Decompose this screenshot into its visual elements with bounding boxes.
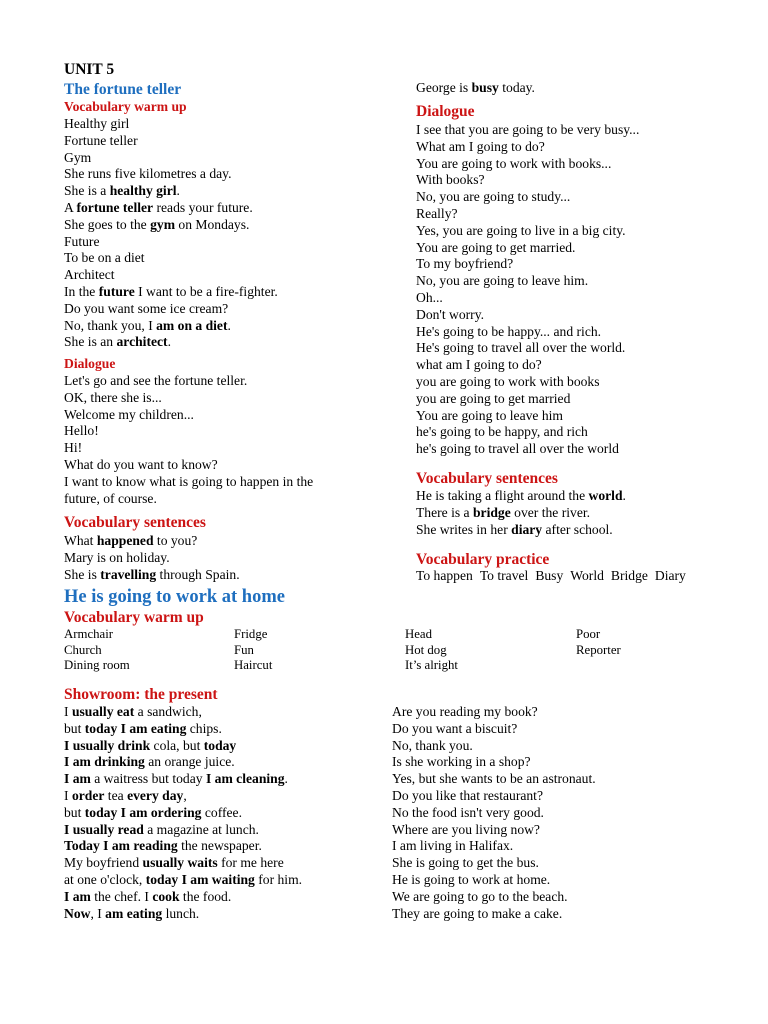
- vocab-sentences-list: [64, 533, 240, 583]
- text-line: [392, 855, 596, 872]
- text: I want to be a fire-fighter.: [134, 283, 278, 299]
- text-line: [416, 324, 639, 341]
- text-line: [64, 822, 302, 839]
- text-line: [64, 754, 302, 771]
- text-line: [64, 407, 313, 424]
- text-line: [416, 340, 639, 357]
- text: the newspaper.: [177, 838, 262, 854]
- text: You are going to work with books...: [416, 155, 612, 171]
- bold-text: diary: [511, 521, 543, 537]
- vocab-word: Poor: [576, 627, 601, 641]
- warmup-heading: Vocabulary warm up: [64, 99, 187, 114]
- text-line: [64, 550, 240, 567]
- vocab-word: It’s alright: [405, 658, 458, 672]
- text-line: [64, 533, 240, 550]
- text-line: [64, 838, 302, 855]
- vocab-word: Haircut: [234, 658, 273, 672]
- text: he's going to travel all over the world: [416, 441, 619, 457]
- text: coffee.: [201, 804, 242, 820]
- text-line: [392, 704, 596, 721]
- text: Don't worry.: [416, 306, 485, 322]
- text: We are going to go to the beach.: [392, 888, 568, 904]
- vocab-word: Reporter: [576, 642, 621, 657]
- practice-word: To happen: [416, 568, 473, 583]
- text: .: [176, 183, 180, 199]
- practice-word: World: [570, 568, 604, 583]
- text-line: [64, 183, 278, 200]
- text-line: [64, 334, 278, 351]
- text-line: [416, 240, 639, 257]
- text: tea: [104, 787, 128, 803]
- text: To my boyfriend?: [416, 256, 514, 272]
- bold-text: today: [84, 720, 118, 736]
- text-line: [416, 307, 639, 324]
- vocab-word: Head: [405, 627, 432, 641]
- text-line: [64, 301, 278, 318]
- text-line: [64, 721, 302, 738]
- vocab-practice-heading: Vocabulary practice: [416, 551, 550, 568]
- bold-text: order: [71, 787, 105, 803]
- text: Mary is on holiday.: [64, 549, 170, 565]
- bold-text: every day: [127, 787, 184, 803]
- text: .: [622, 488, 626, 503]
- text-line: [416, 374, 639, 391]
- text: Yes, but she wants to be an astronaut.: [392, 771, 596, 787]
- vocab-word: Dining room: [64, 658, 130, 672]
- practice-word: To travel: [479, 568, 529, 583]
- text: To be on a diet: [64, 250, 145, 266]
- text: over the river.: [510, 504, 591, 520]
- text: No, you are going to study...: [416, 189, 571, 205]
- text: OK, there she is...: [64, 389, 162, 405]
- text-line: [64, 567, 240, 584]
- text: Hello!: [64, 423, 99, 439]
- warmup2-grid: [64, 627, 744, 677]
- text: Gym: [64, 149, 92, 165]
- text-line: [64, 150, 278, 167]
- text: you are going to work with books: [416, 373, 600, 389]
- text: Oh...: [416, 289, 443, 305]
- text: No the food isn't very good.: [392, 804, 544, 820]
- text: Really?: [416, 205, 458, 221]
- text-line: [416, 424, 639, 441]
- text: She goes to the: [64, 216, 151, 232]
- text: to you?: [153, 533, 198, 548]
- warmup2-heading: Vocabulary warm up: [64, 609, 204, 626]
- text: on Mondays.: [175, 216, 250, 232]
- showroom-left-list: [64, 704, 302, 922]
- text: With books?: [416, 172, 485, 188]
- text-line: [416, 156, 639, 173]
- unit-label: UNIT 5: [64, 61, 115, 78]
- vocab-sentences2-heading: Vocabulary sentences: [416, 470, 558, 487]
- text: No, you are going to leave him.: [416, 273, 589, 289]
- text: Are you reading my book?: [392, 704, 538, 719]
- text: She is going to get the bus.: [392, 855, 539, 871]
- text-line: [64, 855, 302, 872]
- bold-text: world: [588, 488, 623, 503]
- bold-text: today I am waiting: [145, 871, 255, 887]
- text: reads your future.: [153, 199, 253, 215]
- text-line: [416, 290, 639, 307]
- text-line: [64, 390, 313, 407]
- text-line: [64, 250, 278, 267]
- text-line: [392, 872, 596, 889]
- text: Is she working in a shop?: [392, 754, 531, 770]
- text: but: [64, 720, 85, 736]
- text-line: [416, 357, 639, 374]
- text: She writes in her: [416, 521, 512, 537]
- text-line: [64, 440, 313, 457]
- text-line: [64, 373, 313, 390]
- text-line: [64, 423, 313, 440]
- text-line: [416, 505, 626, 522]
- text-line: [64, 284, 278, 301]
- text: a magazine at lunch.: [143, 821, 259, 837]
- text: Do you want a biscuit?: [392, 720, 518, 736]
- text: an orange juice.: [144, 754, 235, 770]
- text-line: [64, 788, 302, 805]
- text: My boyfriend: [64, 855, 143, 871]
- text-line: [64, 234, 278, 251]
- text: you are going to get married: [416, 390, 571, 406]
- text-line: [392, 738, 596, 755]
- text: What: [64, 533, 97, 548]
- text-line: [416, 223, 639, 240]
- vocab-word: Hot dog: [405, 642, 447, 657]
- text-line: [392, 838, 596, 855]
- vocab-sentences2-list: [416, 488, 626, 538]
- text-line: [416, 122, 639, 139]
- text: What do you want to know?: [64, 456, 218, 472]
- section-title: He is going to work at home: [64, 587, 285, 607]
- dialogue-list: [64, 373, 313, 507]
- bold-text: I am: [64, 888, 91, 904]
- text-line: [392, 822, 596, 839]
- text: Let's go and see the fortune teller.: [64, 373, 248, 388]
- text: Yes, you are going to live in a big city.: [416, 222, 626, 238]
- lesson-title: The fortune teller: [64, 81, 182, 98]
- text-line: [64, 217, 278, 234]
- bold-text: I am cleaning: [205, 771, 285, 787]
- practice-word: Bridge: [610, 568, 648, 583]
- text: future, of course.: [64, 490, 157, 506]
- bold-text: usually eat: [71, 704, 135, 719]
- text: Do you like that restaurant?: [392, 787, 543, 803]
- bold-text: busy: [471, 80, 499, 95]
- text: No, thank you.: [392, 737, 473, 753]
- text-line: [392, 788, 596, 805]
- text: but: [64, 804, 85, 820]
- bold-text: fortune teller: [76, 199, 154, 215]
- text: .: [227, 317, 231, 333]
- bold-text: I am: [64, 771, 91, 787]
- text: lunch.: [162, 905, 200, 921]
- text: You are going to leave him: [416, 407, 563, 423]
- text-line: [392, 906, 596, 923]
- bold-text: travelling: [100, 566, 157, 582]
- text: Fortune teller: [64, 132, 138, 148]
- text: .: [167, 334, 171, 350]
- text-line: [64, 200, 278, 217]
- bold-text: I usually read: [64, 821, 144, 837]
- text-line: [416, 408, 639, 425]
- text-line: [416, 80, 535, 97]
- bold-text: today: [203, 737, 237, 753]
- bold-text: bridge: [473, 504, 511, 520]
- text: the food.: [179, 888, 232, 904]
- vocab-word: Armchair: [64, 627, 114, 641]
- text: a waitress but today: [90, 771, 206, 787]
- text: He's going to be happy... and rich.: [416, 323, 602, 339]
- text: Architect: [64, 267, 115, 283]
- bold-text: today I am ordering: [84, 804, 202, 820]
- bold-text: usually waits: [142, 855, 218, 871]
- bold-text: healthy girl: [109, 183, 177, 199]
- text: In the: [64, 283, 99, 299]
- text: They are going to make a cake.: [392, 905, 563, 921]
- vocab-column: [405, 627, 555, 674]
- text: She is an: [64, 334, 117, 350]
- text-line: [64, 474, 313, 491]
- text: through Spain.: [156, 566, 240, 582]
- text: he's going to be happy, and rich: [416, 424, 588, 440]
- text: Do you want some ice cream?: [64, 300, 229, 316]
- vocab-sentences-heading: Vocabulary sentences: [64, 514, 206, 531]
- vocab-word: Fridge: [234, 627, 268, 641]
- text-line: [64, 318, 278, 335]
- bold-text: I am drinking: [64, 754, 145, 770]
- text: a sandwich,: [134, 704, 202, 719]
- text: cola, but: [150, 737, 204, 753]
- vocab-column: [64, 627, 214, 674]
- text-line: [416, 522, 626, 539]
- showroom-right-list: [392, 704, 596, 922]
- bold-text: gym: [150, 216, 176, 232]
- text-line: [416, 206, 639, 223]
- text: What am I going to do?: [416, 138, 545, 154]
- vocab-practice-words: [416, 568, 693, 585]
- text: at one o'clock,: [64, 871, 146, 887]
- text-line: [64, 872, 302, 889]
- text-line: [416, 441, 639, 458]
- text: for him.: [254, 871, 303, 887]
- text-line: [64, 166, 278, 183]
- text: I am living in Halifax.: [392, 838, 514, 854]
- text: .: [284, 771, 288, 787]
- bold-text: am eating: [105, 905, 163, 921]
- text-line: [392, 754, 596, 771]
- bold-text: happened: [96, 533, 154, 548]
- text-line: [416, 172, 639, 189]
- text: He is taking a flight around the: [416, 488, 589, 503]
- text: He's going to travel all over the world.: [416, 340, 626, 356]
- vocab-word: Fun: [234, 642, 254, 657]
- practice-word: Busy: [535, 568, 564, 583]
- text: George is: [416, 80, 472, 95]
- bold-text: cook: [152, 888, 180, 904]
- text: I see that you are going to be very busy...: [416, 122, 640, 137]
- text: Hi!: [64, 440, 83, 456]
- text-line: [416, 256, 639, 273]
- text: Future: [64, 233, 100, 249]
- bold-text: I usually drink: [64, 737, 151, 753]
- vocab-column: [576, 627, 726, 658]
- text: ,: [183, 787, 187, 803]
- vocab-word: Church: [64, 642, 102, 657]
- text-line: [392, 805, 596, 822]
- text-line: [416, 488, 626, 505]
- text: for me here: [217, 855, 284, 871]
- showroom-heading: Showroom: the present: [64, 686, 218, 703]
- text: She runs five kilometres a day.: [64, 166, 232, 182]
- text-line: [64, 738, 302, 755]
- bold-text: am on a diet: [156, 317, 228, 333]
- text: He is going to work at home.: [392, 871, 551, 887]
- text-line: [416, 139, 639, 156]
- text-line: [64, 704, 302, 721]
- text-line: [64, 267, 278, 284]
- dialogue2-list: [416, 122, 639, 458]
- practice-word: Diary: [654, 568, 686, 583]
- text-line: [64, 491, 313, 508]
- text-line: [416, 391, 639, 408]
- text: There is a: [416, 504, 473, 520]
- text: She is: [64, 566, 101, 582]
- text: A: [64, 199, 77, 215]
- dialogue2-heading: Dialogue: [416, 103, 475, 120]
- bold-text: architect: [116, 334, 168, 350]
- text: No, thank you, I: [64, 317, 157, 333]
- warmup-list: [64, 116, 278, 351]
- text: what am I going to do?: [416, 357, 542, 373]
- bold-text: Now: [64, 905, 91, 921]
- text-line: [416, 189, 639, 206]
- dialogue-heading: Dialogue: [64, 356, 116, 371]
- text-line: [416, 273, 639, 290]
- text: I: [64, 787, 72, 803]
- text: I want to know what is going to happen in the: [64, 473, 314, 489]
- text-line: [392, 721, 596, 738]
- text: the chef. I: [90, 888, 153, 904]
- text-line: [64, 906, 302, 923]
- text: today.: [498, 80, 535, 95]
- text: after school.: [542, 521, 613, 537]
- text: I: [64, 704, 72, 719]
- bold-text: future: [98, 283, 135, 299]
- text: You are going to get married.: [416, 239, 576, 255]
- text-line: [64, 133, 278, 150]
- text-line: [64, 771, 302, 788]
- text-line: [392, 889, 596, 906]
- bold-text: Today I am reading: [64, 838, 178, 854]
- text: Where are you living now?: [392, 821, 540, 837]
- text: Healthy girl: [64, 116, 130, 131]
- text: She is a: [64, 183, 110, 199]
- text-line: [64, 457, 313, 474]
- george-line: [416, 80, 535, 97]
- text-line: [64, 116, 278, 133]
- text: chips.: [186, 720, 222, 736]
- vocab-column: [234, 627, 384, 674]
- text-line: [64, 889, 302, 906]
- bold-text: I am eating: [120, 720, 187, 736]
- text: Welcome my children...: [64, 406, 194, 422]
- text-line: [64, 805, 302, 822]
- text-line: [392, 771, 596, 788]
- text: , I: [90, 905, 106, 921]
